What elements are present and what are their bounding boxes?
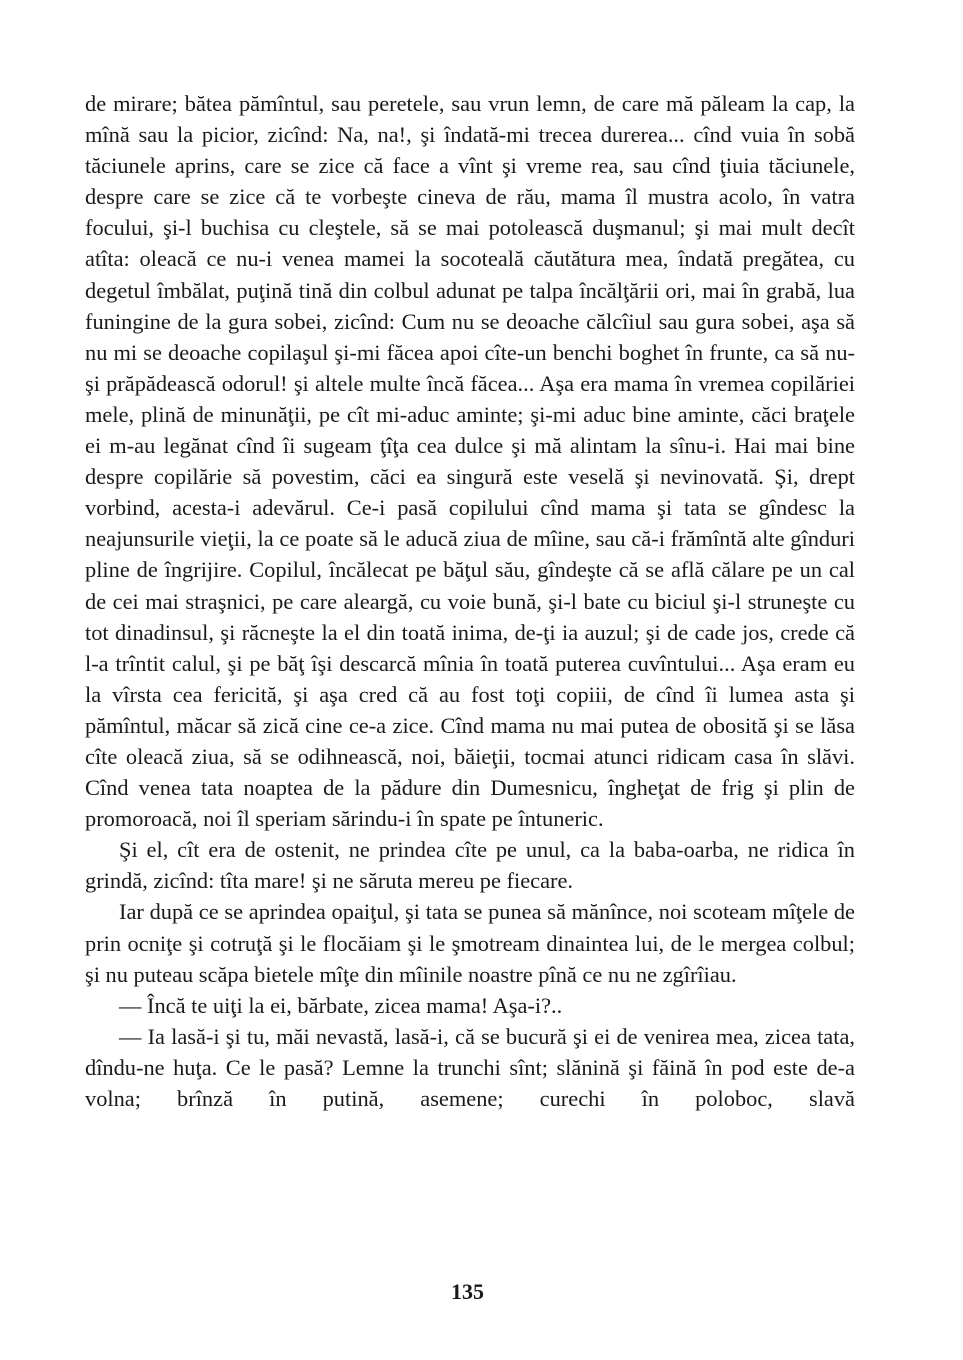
paragraph: Iar după ce se aprindea opaiţul, şi tata se punea să mănînce, noi scoteam mîţele de prin ocniţe şi cotruţă şi le flocăiam şi le şmotream dinaintea lui, de le mergea colbul; şi nu puteau scăpa bietele mîţe din mîinile noastre pînă ce nu ne zgîrîiau. [85, 899, 855, 987]
paragraph: Şi el, cît era de ostenit, ne prindea cîte pe unul, ca la baba-oarba, ne ridica în grindă, zicînd: tîta mare! şi ne săruta mereu pe fiecare. [85, 837, 855, 894]
page-number: 135 [451, 1279, 484, 1304]
paragraph: de mirare; bătea pămîntul, sau peretele, sau vrun lemn, de care mă păleam la cap, la mînă sau la picior, zicînd: Na, na!, şi îndată-mi trecea durerea... cînd vuia în sobă tăciunele aprins, care se zice că face a vînt şi vreme rea, sau cînd ţiuia tăciunele, despre care se zice că te vorbeşte cineva de rău, mama îl mustra acolo, în vatra focului, şi-l buchisa cu cleştele, să se mai potolească duşmanul; şi mai mult decît atîta: oleacă ce nu-i venea mamei la socoteală căutătura mea, îndată pregătea, cu degetul îmbălat, puţină tină din colbul adunat pe talpa încălţării ori, mai în grabă, lua funingine de la gura sobei, zicînd: Cum nu se deoache călcîiul sau gura sobei, aşa să nu mi se deoache copilaşul şi-mi făcea apoi cîte-un benchi boghet în frunte, ca să nu-şi prăpădească odorul! şi altele multe încă făcea... Aşa era mama în vremea copilăriei mele, plină de minunăţii, pe cît mi-aduc aminte; şi-mi aduc bine aminte, căci braţele ei m-au legănat cînd îi sugeam ţîţa cea dulce şi mă alintam la sînu-i. Hai mai bine despre copilărie să povestim, căci ea singură este veselă şi nevinovată. Şi, drept vorbind, acesta-i adevărul. Ce-i pasă copilului cînd mama şi tata se gîndesc la neajunsurile vieţii, la ce poate să le aducă ziua de mîine, sau că-i frămîntă alte gînduri pline de îngrijire. Copilul, încălecat pe băţul său, gîndeşte că se află călare pe un cal de cei mai straşnici, pe care aleargă, cu voie bună, şi-l bate cu biciul şi-l struneşte cu tot dinadinsul, şi răcneşte la el din toată inima, de-ţi ia auzul; şi de cade jos, crede că l-a trîntit calul, şi pe băţ îşi descarcă mînia în toată puterea cuvîntului... Aşa eram eu la vîrsta cea fericită, şi aşa cred că au fost toţi copiii, de cînd îi lumea asta şi pămîntul, măcar să zică cine ce-a zice. Cînd mama nu mai putea de obosită şi se lăsa cîte oleacă ziua, să se odihnească, noi, băieţii, tocmai atunci ridicam casa în slăvi. Cînd venea tata noaptea de la pădure din Dumesnicu, îngheţat de frig şi plin de promoroacă, noi îl speriam sărindu-i în spate pe întuneric. [85, 91, 855, 832]
paragraph: — Încă te uiţi la ei, bărbate, zicea mama! Aşa-i?.. [119, 992, 563, 1018]
body-text [85, 88, 855, 1114]
paragraph: — Ia lasă-i şi tu, măi nevastă, lasă-i, că se bucură şi ei de venirea mea, zicea tata, dîndu-ne huţa. Ce le pasă? Lemne la trunchi sînt; slănină şi făină în pod este de-a volna; brînză în putină, asemene; curechi în poloboc, slavă [85, 1023, 855, 1111]
